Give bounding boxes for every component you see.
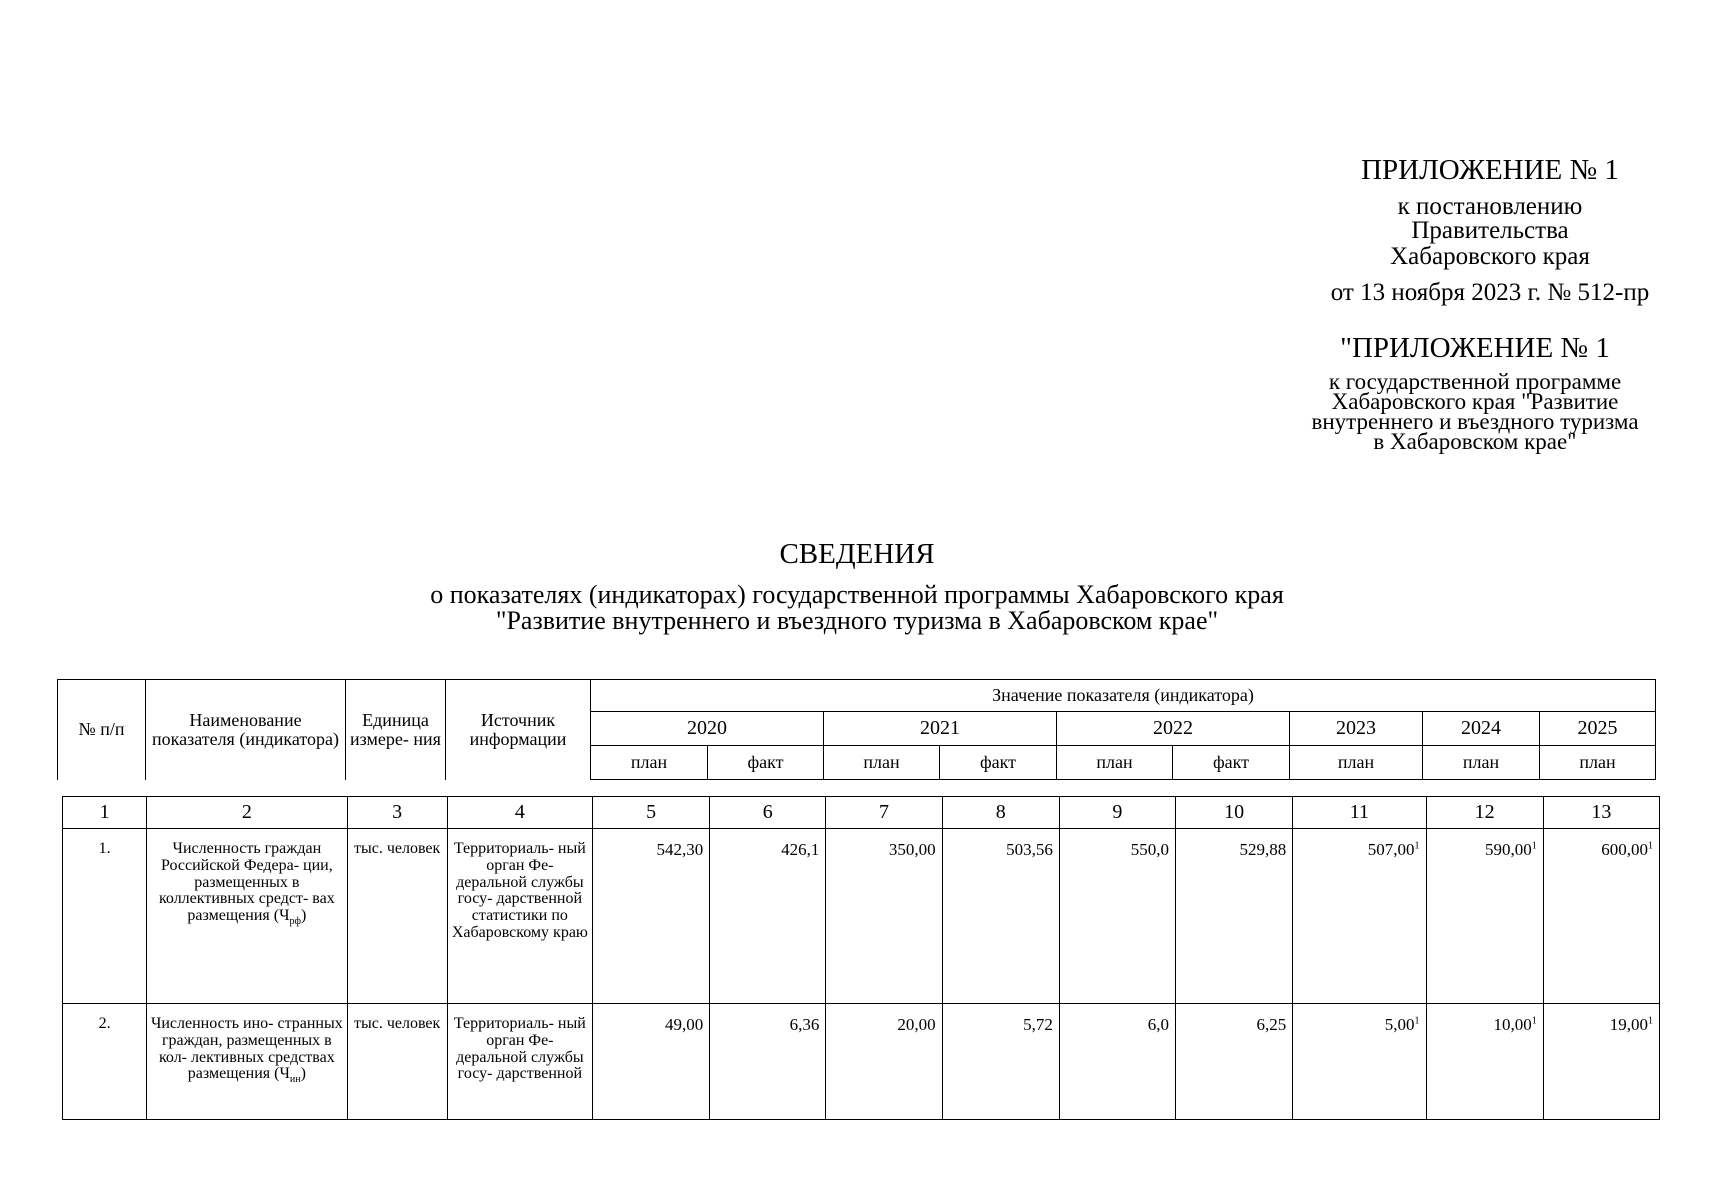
- row-number: 2.: [63, 1004, 147, 1120]
- value-cell: 590,00$^1$: [1426, 829, 1543, 1004]
- value-cell: 426,1: [710, 829, 826, 1004]
- value-cell: 5,72: [942, 1004, 1059, 1120]
- column-number: 5: [592, 797, 709, 829]
- value-cell: 10,00$^1$: [1426, 1004, 1543, 1120]
- value-cell: 6,25: [1176, 1004, 1293, 1120]
- value-cell: 19,00$^1$: [1543, 1004, 1659, 1120]
- source-cell: Территориаль- ный орган Фе- деральной службы госу- дарственной статистики по Хабаровскому краю: [447, 829, 592, 1004]
- document-subtitle-program: "Развитие внутреннего и въездного туризма в Хабаровском крае": [495, 606, 1219, 635]
- source-cell: Территориаль- ный орган Фе- деральной службы госу- дарственной: [447, 1004, 592, 1120]
- value-cell: 529,88: [1176, 829, 1293, 1004]
- value-cell: 550,0: [1059, 829, 1175, 1004]
- header-unit: Единица измере- ния: [346, 680, 446, 780]
- value-cell: 600,00$^1$: [1543, 829, 1659, 1004]
- unit-cell: тыс. человек: [347, 1004, 447, 1120]
- appendix-line: Хабаровского края: [1390, 243, 1590, 270]
- value-cell: 20,00: [826, 1004, 942, 1120]
- header-year: 2023: [1290, 712, 1423, 746]
- table-row: [63, 829, 1660, 1004]
- column-number: 11: [1293, 797, 1426, 829]
- header-year: 2024: [1423, 712, 1540, 746]
- indicator-name: Численность ино- странных граждан, размещенных в кол- лективных средствах размещения $(Ч_{ин})$: [147, 1004, 347, 1120]
- value-cell: 49,00: [592, 1004, 709, 1120]
- value-cell: 5,00$^1$: [1293, 1004, 1426, 1120]
- indicator-name: Численность граждан Российской Федера- ции, размещенных в коллективных средст- вах размещения $(Ч_{рф})$: [147, 829, 347, 1004]
- header-num: № п/п: [58, 680, 146, 780]
- header-year: 2025: [1540, 712, 1656, 746]
- column-number: 12: [1426, 797, 1543, 829]
- program-appendix-title: "ПРИЛОЖЕНИЕ № 1: [1340, 332, 1610, 364]
- header-plan: план: [1540, 746, 1656, 780]
- header-plan: план: [1057, 746, 1173, 780]
- header-plan: план: [1290, 746, 1423, 780]
- program-appendix-line: внутреннего и въездного туризма: [1311, 409, 1639, 434]
- header-source: Источник информации: [446, 680, 591, 780]
- document-subtitle: о показателях (индикаторах) государственной программы Хабаровского края: [430, 580, 1284, 609]
- value-cell: 350,00: [826, 829, 942, 1004]
- column-number: 7: [826, 797, 942, 829]
- value-cell: 507,00$^1$: [1293, 829, 1426, 1004]
- appendix-date: от 13 ноября 2023 г. № 512-пр: [1330, 279, 1650, 306]
- program-appendix-line: в Хабаровском крае": [1373, 429, 1577, 454]
- header-fact: факт: [1173, 746, 1290, 780]
- table-row: [63, 1004, 1660, 1120]
- column-number: 4: [447, 797, 592, 829]
- column-number: 3: [347, 797, 447, 829]
- column-number: 10: [1176, 797, 1293, 829]
- header-plan: план: [591, 746, 708, 780]
- header-year: 2021: [824, 712, 1057, 746]
- indicators-table-header: [57, 679, 1656, 780]
- header-values: Значение показателя (индикатора): [591, 680, 1656, 712]
- column-number: 9: [1059, 797, 1175, 829]
- value-cell: 503,56: [942, 829, 1059, 1004]
- header-year: 2022: [1057, 712, 1290, 746]
- document-title: СВЕДЕНИЯ: [779, 538, 935, 570]
- appendix-line: к постановлению: [1397, 193, 1583, 220]
- unit-cell: тыс. человек: [347, 829, 447, 1004]
- header-fact: факт: [708, 746, 824, 780]
- program-appendix-line: Хабаровского края "Развитие: [1331, 389, 1619, 414]
- column-number-row: [63, 797, 1660, 829]
- value-cell: 6,0: [1059, 1004, 1175, 1120]
- value-cell: 542,30: [592, 829, 709, 1004]
- header-fact: факт: [940, 746, 1057, 780]
- column-number: 8: [942, 797, 1059, 829]
- column-number: 2: [147, 797, 347, 829]
- row-number: 1.: [63, 829, 147, 1004]
- header-plan: план: [824, 746, 940, 780]
- indicators-table-body: [62, 796, 1660, 1120]
- appendix-title: ПРИЛОЖЕНИЕ № 1: [1361, 154, 1619, 186]
- header-plan: план: [1423, 746, 1540, 780]
- column-number: 1: [63, 797, 147, 829]
- column-number: 13: [1543, 797, 1659, 829]
- header-name: Наименование показателя (индикатора): [146, 680, 346, 780]
- appendix-line: Правительства: [1411, 217, 1569, 244]
- column-number: 6: [710, 797, 826, 829]
- header-year: 2020: [591, 712, 824, 746]
- value-cell: 6,36: [710, 1004, 826, 1120]
- program-appendix-line: к государственной программе: [1328, 369, 1622, 394]
